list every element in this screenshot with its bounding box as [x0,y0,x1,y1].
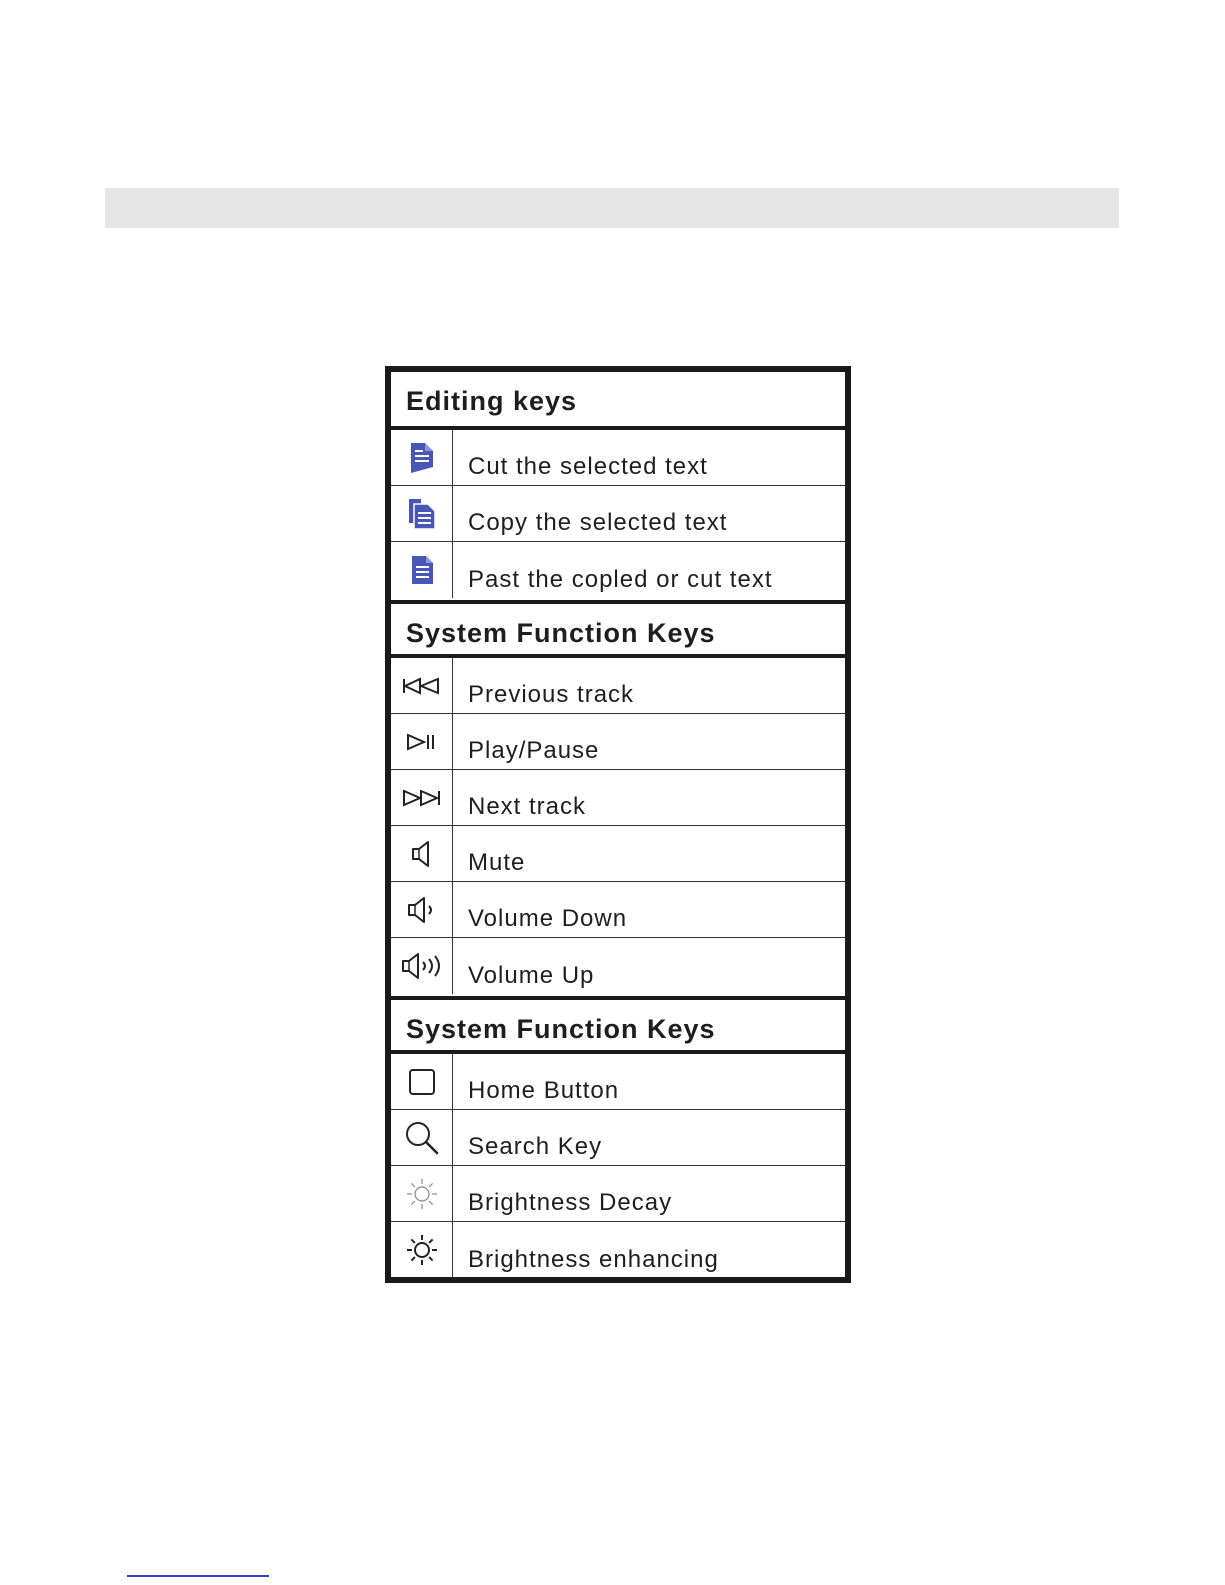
key-label-play-pause: Play/Pause [468,737,600,764]
cut-icon [391,430,453,485]
header-band [105,188,1119,228]
next-track-icon [391,770,453,825]
paste-icon [391,542,453,598]
section-title-editing-keys: Editing keys [391,372,845,430]
key-label-brightness-enhancing: Brightness enhancing [468,1246,719,1273]
volume-up-icon [391,938,453,994]
key-label-volume-down: Volume Down [468,905,628,932]
previous-track-icon [391,658,453,713]
copy-icon [391,486,453,541]
key-row-paste [391,542,845,598]
key-row-brightness-decay [391,1166,845,1222]
key-row-copy [391,486,845,542]
search-icon [391,1110,453,1165]
brightness-enhancing-icon [391,1222,453,1278]
mute-icon [391,826,453,881]
key-row-next-track [391,770,845,826]
key-row-previous-track [391,658,845,714]
brightness-decay-icon [391,1166,453,1221]
key-label-next-track: Next track [468,793,587,820]
key-label-paste: Past the copled or cut text [468,566,773,593]
key-row-cut [391,430,845,486]
key-row-search [391,1110,845,1166]
key-label-home-button: Home Button [468,1077,620,1104]
key-label-brightness-decay: Brightness Decay [468,1189,673,1216]
section-title-system-function-keys-system: System Function Keys [391,996,845,1054]
key-row-home-button [391,1054,845,1110]
key-label-search: Search Key [468,1133,603,1160]
section-title-system-function-keys-media: System Function Keys [391,600,845,658]
key-label-mute: Mute [468,849,526,876]
footnote-rule [127,1575,269,1577]
home-button-icon [391,1054,453,1109]
play-pause-icon [391,714,453,769]
key-label-previous-track: Previous track [468,681,635,708]
key-row-mute [391,826,845,882]
key-label-volume-up: Volume Up [468,962,595,989]
key-row-volume-down [391,882,845,938]
key-label-cut: Cut the selected text [468,453,708,480]
volume-down-icon [391,882,453,937]
key-row-play-pause [391,714,845,770]
key-row-volume-up [391,938,845,994]
key-row-brightness-enhancing [391,1222,845,1278]
keys-table [385,366,851,1283]
key-label-copy: Copy the selected text [468,509,728,536]
